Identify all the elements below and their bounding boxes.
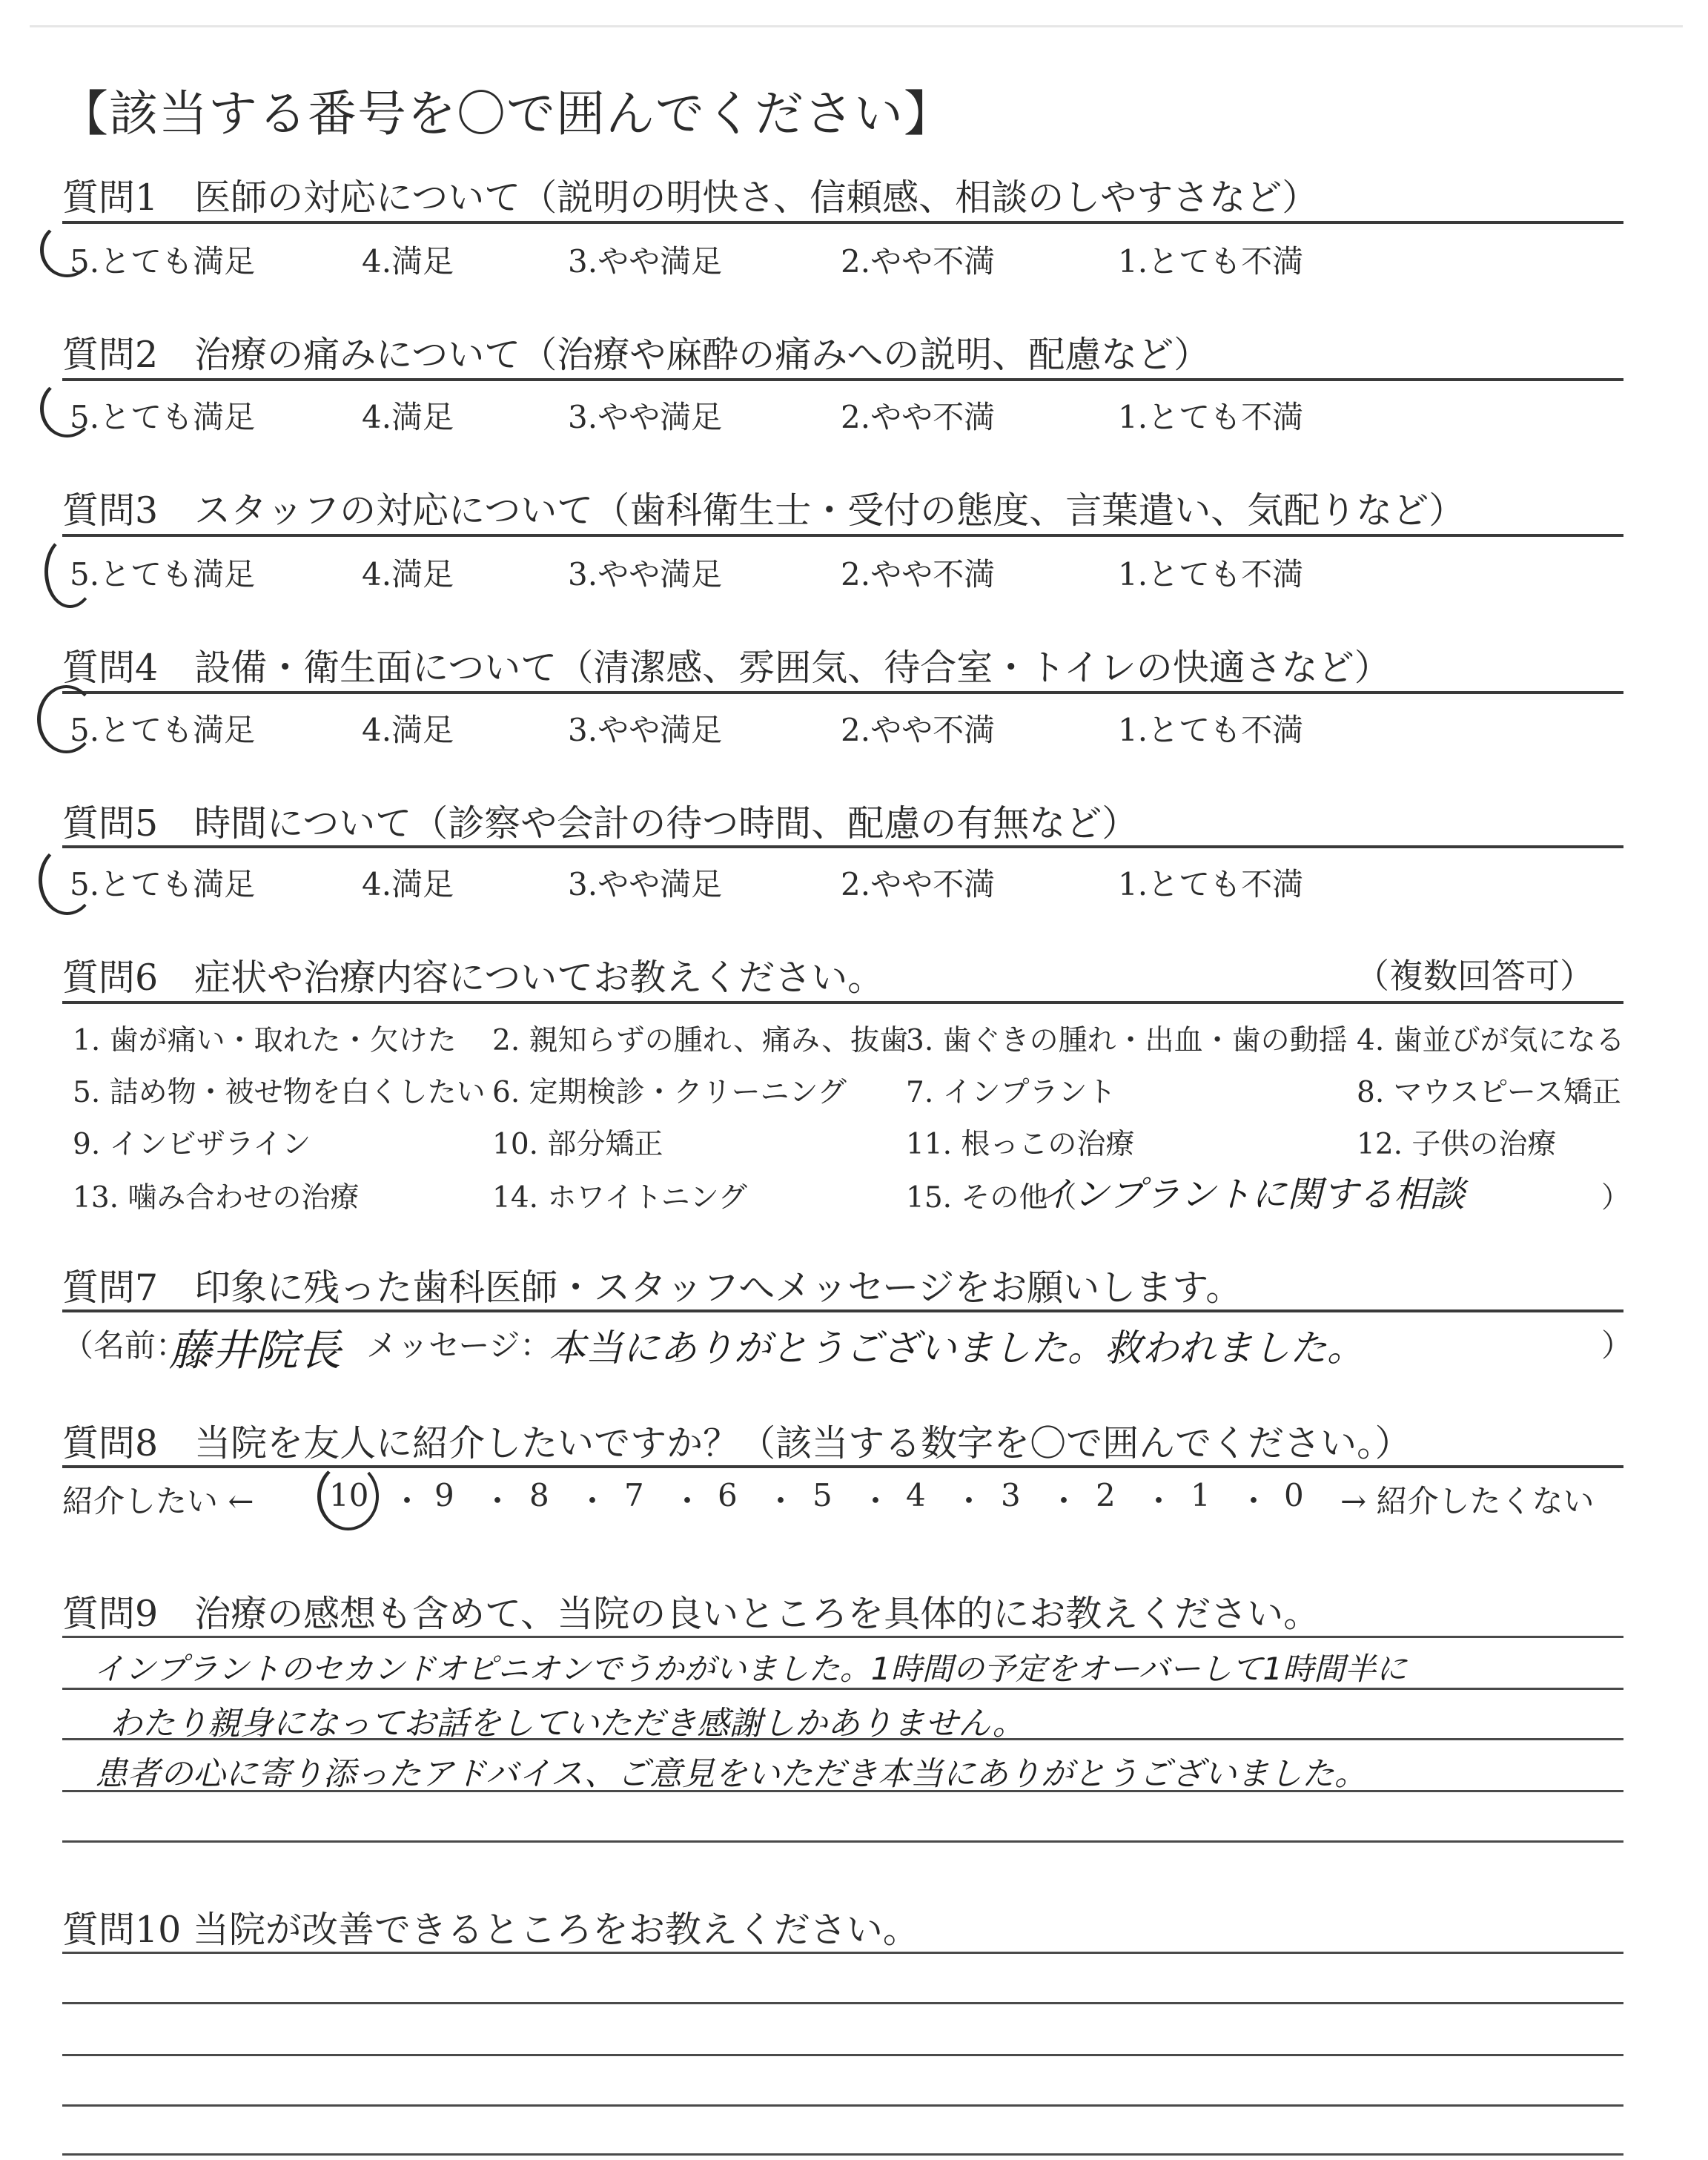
q8-scale-2[interactable]: 2 <box>1096 1477 1116 1513</box>
q8-sep: ・ <box>860 1483 892 1519</box>
q3-option-5[interactable]: 5.とても満足 <box>70 556 256 592</box>
q9-answer-line-2: わたり親身になってお話をしていただき感謝しかありません。 <box>110 1705 1025 1743</box>
q3-option-4[interactable]: 4.満足 <box>362 556 454 592</box>
q8-right-label: → 紹介したくない <box>1340 1483 1595 1519</box>
q6-other-close: ） <box>1601 1181 1631 1215</box>
q3-option-3[interactable]: 3.やや満足 <box>568 556 723 592</box>
q8-scale-7[interactable]: 7 <box>624 1477 644 1513</box>
q10-line-4 <box>62 2104 1623 2107</box>
q6-option-7[interactable]: 7. インプラント <box>906 1076 1116 1109</box>
q9-answer-line-1: インプラントのセカンドオピニオンでうかがいました。1時間の予定をオーバーして1時間半に <box>93 1651 1408 1687</box>
q5-underline <box>62 845 1623 848</box>
q8-sep: ・ <box>482 1483 514 1519</box>
q6-option-2[interactable]: 2. 親知らずの腫れ、痛み、抜歯 <box>492 1024 909 1057</box>
q7-message-value: 本当にありがとうございました。救われました。 <box>549 1327 1364 1370</box>
q1-option-4[interactable]: 4.満足 <box>362 243 454 280</box>
q10-line-1 <box>62 1952 1623 1954</box>
q5-option-2[interactable]: 2.やや不満 <box>841 866 996 902</box>
q9-line-3 <box>62 1738 1623 1740</box>
q8-sep: ・ <box>1238 1483 1270 1519</box>
q2-option-5[interactable]: 5.とても満足 <box>70 399 256 435</box>
q7-close: ） <box>1601 1327 1633 1364</box>
q8-sep: ・ <box>391 1483 423 1519</box>
q5-option-4[interactable]: 4.満足 <box>362 866 454 902</box>
q1-option-1[interactable]: 1.とても不満 <box>1118 243 1304 280</box>
q6-note: （複数回答可） <box>1355 956 1594 996</box>
q6-option-8[interactable]: 8. マウスピース矯正 <box>1357 1076 1621 1109</box>
q8-sep: ・ <box>577 1483 609 1519</box>
q3-title: 質問3 スタッフの対応について（歯科衛生士・受付の態度、言葉遣い、気配りなど） <box>62 489 1466 532</box>
q4-option-2[interactable]: 2.やや不満 <box>841 712 996 748</box>
q7-underline <box>62 1309 1623 1312</box>
q9-answer-line-3: 患者の心に寄り添ったアドバイス、ご意見をいただき本当にありがとうございました。 <box>95 1755 1367 1793</box>
q10-line-2 <box>62 2002 1623 2004</box>
q1-option-3[interactable]: 3.やや満足 <box>568 243 723 280</box>
q8-scale-3[interactable]: 3 <box>1001 1477 1021 1513</box>
q4-option-4[interactable]: 4.満足 <box>362 712 454 748</box>
q10-line-5 <box>62 2153 1623 2156</box>
q9-line-1 <box>62 1636 1623 1638</box>
q5-title: 質問5 時間について（診察や会計の待つ時間、配慮の有無など） <box>62 802 1139 845</box>
q2-option-2[interactable]: 2.やや不満 <box>841 399 996 435</box>
q6-underline <box>62 1001 1623 1004</box>
q7-name-value: 藤井院長 <box>169 1325 342 1375</box>
q9-title: 質問9 治療の感想も含めて、当院の良いところを具体的にお教えください。 <box>62 1593 1320 1635</box>
top-divider <box>30 25 1683 27</box>
q2-option-4[interactable]: 4.満足 <box>362 399 454 435</box>
q8-scale-4[interactable]: 4 <box>906 1477 926 1513</box>
q4-underline <box>62 691 1623 694</box>
q10-line-3 <box>62 2054 1623 2056</box>
page-heading: 【該当する番号を〇で囲んでください】 <box>59 85 953 142</box>
q8-scale-10[interactable]: 10 <box>329 1477 369 1513</box>
q4-title: 質問4 設備・衛生面について（清潔感、雰囲気、待合室・トイレの快適さなど） <box>62 647 1391 689</box>
q9-line-5 <box>62 1840 1623 1843</box>
q7-title: 質問7 印象に残った歯科医師・スタッフへメッセージをお願いします。 <box>62 1266 1242 1309</box>
q8-left-label: 紹介したい ← <box>62 1483 254 1519</box>
q5-option-5[interactable]: 5.とても満足 <box>70 866 256 902</box>
q4-option-3[interactable]: 3.やや満足 <box>568 712 723 748</box>
q6-option-11[interactable]: 11. 根っこの治療 <box>906 1128 1135 1161</box>
q4-option-5[interactable]: 5.とても満足 <box>70 712 256 748</box>
q10-title: 質問10 当院が改善できるところをお教えください。 <box>62 1909 919 1951</box>
q6-other-handwritten: インプラントに関する相談 <box>1038 1174 1466 1215</box>
q2-title: 質問2 治療の痛みについて（治療や麻酔の痛みへの説明、配慮など） <box>62 334 1211 376</box>
q6-option-10[interactable]: 10. 部分矯正 <box>492 1128 663 1161</box>
q6-option-3[interactable]: 3. 歯ぐきの腫れ・出血・歯の動揺 <box>906 1024 1348 1057</box>
q8-scale-8[interactable]: 8 <box>529 1477 549 1513</box>
q5-option-1[interactable]: 1.とても不満 <box>1118 866 1304 902</box>
q9-line-2 <box>62 1688 1623 1690</box>
q3-underline <box>62 534 1623 537</box>
q6-option-13[interactable]: 13. 噛み合わせの治療 <box>73 1181 360 1215</box>
q8-scale-9[interactable]: 9 <box>434 1477 454 1513</box>
q8-title: 質問8 当院を友人に紹介したいですか？（該当する数字を〇で囲んでください。） <box>62 1422 1411 1464</box>
q1-option-2[interactable]: 2.やや不満 <box>841 243 996 280</box>
q1-option-5[interactable]: 5.とても満足 <box>70 243 256 280</box>
q2-option-1[interactable]: 1.とても不満 <box>1118 399 1304 435</box>
q1-underline <box>62 221 1623 224</box>
q8-scale-6[interactable]: 6 <box>718 1477 738 1513</box>
q6-title: 質問6 症状や治療内容についてお教えください。 <box>62 957 884 999</box>
q8-scale-1[interactable]: 1 <box>1191 1477 1211 1513</box>
q3-option-1[interactable]: 1.とても不満 <box>1118 556 1304 592</box>
q8-sep: ・ <box>765 1483 797 1519</box>
q6-option-6[interactable]: 6. 定期検診・クリーニング <box>492 1076 847 1109</box>
q6-option-1[interactable]: 1. 歯が痛い・取れた・欠けた <box>73 1024 457 1057</box>
q2-underline <box>62 378 1623 381</box>
q3-option-2[interactable]: 2.やや不満 <box>841 556 996 592</box>
q8-sep: ・ <box>1143 1483 1175 1519</box>
q6-option-14[interactable]: 14. ホワイトニング <box>492 1181 747 1215</box>
q8-sep: ・ <box>672 1483 704 1519</box>
q8-underline <box>62 1465 1623 1468</box>
q8-scale-5[interactable]: 5 <box>812 1477 833 1513</box>
q1-title: 質問1 医師の対応について（説明の明快さ、信頼感、相談のしやすさなど） <box>62 176 1319 219</box>
q8-sep: ・ <box>953 1483 985 1519</box>
q8-scale-0[interactable]: 0 <box>1284 1477 1304 1513</box>
q5-option-3[interactable]: 3.やや満足 <box>568 866 723 902</box>
q6-option-12[interactable]: 12. 子供の治療 <box>1357 1128 1557 1161</box>
q9-line-4 <box>62 1790 1623 1792</box>
q7-name-label: （名前： <box>62 1327 188 1364</box>
q8-sep: ・ <box>1048 1483 1080 1519</box>
q6-option-5[interactable]: 5. 詰め物・被せ物を白くしたい <box>73 1076 486 1109</box>
q2-option-3[interactable]: 3.やや満足 <box>568 399 723 435</box>
q6-option-4[interactable]: 4. 歯並びが気になる <box>1357 1024 1625 1057</box>
q7-message-label: メッセージ： <box>366 1327 552 1364</box>
q4-option-1[interactable]: 1.とても不満 <box>1118 712 1304 748</box>
q6-option-15[interactable]: 15. その他（ <box>906 1181 1077 1215</box>
q6-option-9[interactable]: 9. インビザライン <box>73 1128 311 1161</box>
